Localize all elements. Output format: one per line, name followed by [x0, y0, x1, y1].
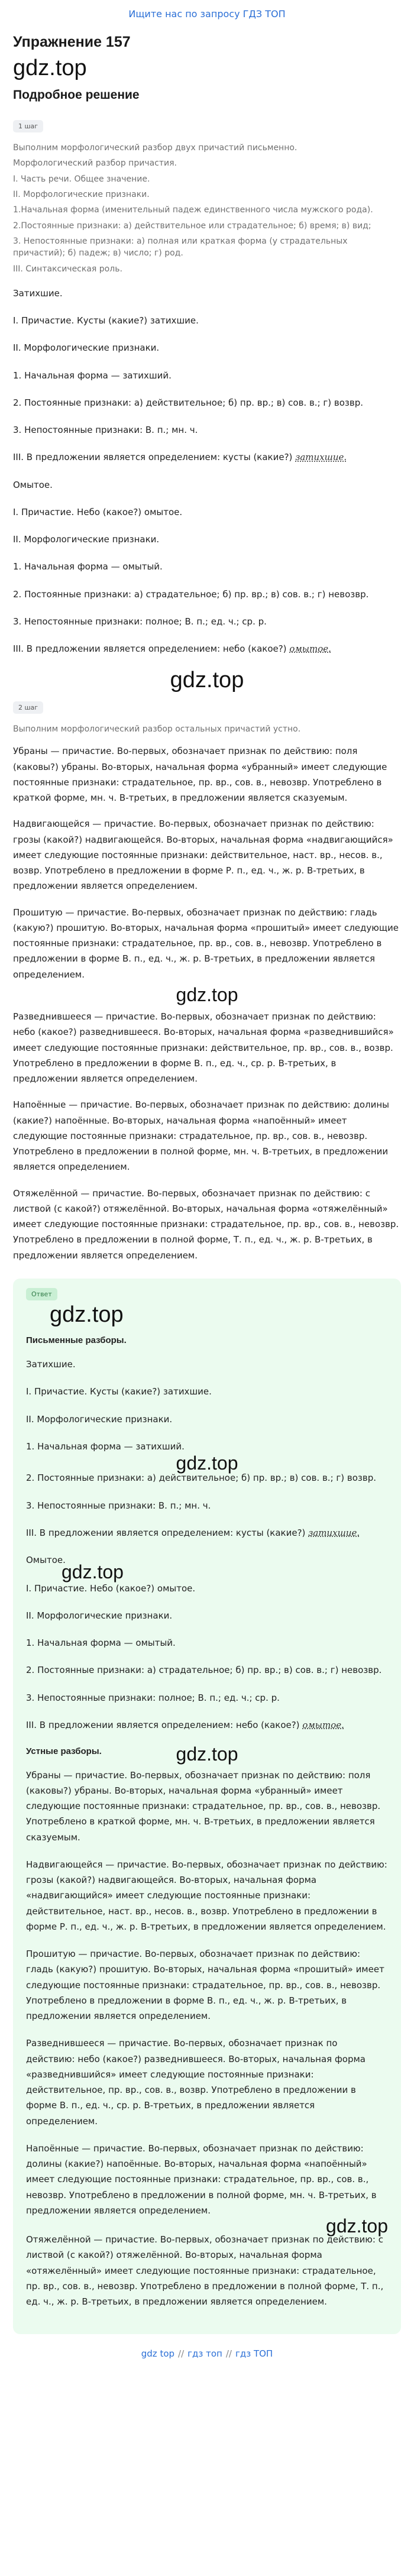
word-heading: Омытое.	[13, 479, 53, 490]
analysis-line: I. Причастие. Небо (какое?) омытое.	[13, 506, 183, 517]
underlined-word: затихшие.	[295, 452, 347, 463]
intro-line: III. Синтаксическая роль.	[13, 264, 122, 274]
written-heading: Письменные разборы.	[26, 1335, 127, 1345]
page-title: Упражнение 157	[13, 34, 131, 50]
intro-line: 3. Непостоянные признаки: а) полная или краткая форма (у страдательных причастий); б) падеж; в) число; г) род.	[13, 236, 348, 258]
analysis-line: II. Морфологические признаки.	[26, 1413, 173, 1425]
watermark: gdz.top	[50, 1302, 124, 1328]
analysis-line	[13, 641, 401, 656]
underlined-word: омытое.	[302, 1719, 344, 1730]
watermark: gdz.top	[176, 1743, 238, 1765]
analysis-line: 3. Непостоянные признаки: полное; В. п.; ед. ч.; ср. р.	[13, 616, 267, 627]
analysis-line: I. Причастие. Кусты (какие?) затихшие.	[26, 1386, 212, 1397]
answer-badge: Ответ	[26, 1288, 57, 1300]
intro-line: I. Часть речи. Общее значение.	[13, 174, 150, 184]
footer-separator: //	[225, 2348, 232, 2360]
footer-separator: //	[178, 2348, 185, 2360]
footer-link-1[interactable]: gdz top	[141, 2348, 175, 2360]
watermark: gdz.top	[170, 668, 244, 693]
watermark: gdz.top	[326, 2215, 388, 2237]
analysis-line: 3. Непостоянные признаки: полное; В. п.; ед. ч.; ср. р.	[26, 1692, 280, 1703]
oral-paragraph: Убраны — причастие. Во-первых, обозначает признак по действию: поля (каковы?) убраны. Во-вторых, начальная форма «убранный» имеет следующие постоянные признаки: страдательное, пр. вр., сов. в., невозвр. Употреблено в краткой форме, мн. ч. В-третьих, в предложении является сказуемым.	[26, 1769, 381, 1843]
analysis-line: I. Причастие. Небо (какое?) омытое.	[26, 1583, 196, 1594]
analysis-line: 1. Начальная форма — омытый.	[26, 1637, 176, 1649]
analysis-line	[26, 1525, 388, 1541]
oral-paragraph: Напоённые — причастие. Во-первых, обозначает признак по действию: долины (какие?) напоённые. Во-вторых, начальная форма «напоённый» имеет следующие постоянные признаки: страдательное, пр. вр., сов. в., невозвр. Употреблено в предложении в полной форме, мн. ч. В-третьих, в предложении является определением.	[13, 1099, 389, 1173]
step-badge-1: 1 шаг	[13, 120, 43, 132]
step2-intro	[13, 723, 401, 735]
section-subtitle: Подробное решение	[13, 88, 140, 102]
analysis-line: 2. Постоянные признаки: а) действительное; б) пр. вр.; в) сов. в.; г) возвр.	[26, 1473, 377, 1484]
analysis-line: 1. Начальная форма — затихший.	[26, 1441, 185, 1452]
oral-paragraph: Разведнившееся — причастие. Во-первых, обозначает признак по действию: небо (какое?) разведнившееся. Во-вторых, начальная форма «разведнившийся» имеет следующие постоянные признаки: действительное, пр. вр., сов. в., возвр. Употреблено в предложении в форме В. п., ед. ч., ср. р. В-третьих, в предложении является определением.	[13, 1011, 394, 1085]
analysis-line: II. Морфологические признаки.	[13, 534, 160, 545]
analysis-line: II. Морфологические признаки.	[26, 1610, 173, 1621]
intro-line: Морфологический разбор причастия.	[13, 158, 177, 169]
step2-analysis	[13, 743, 401, 1263]
top-search-link[interactable]: Ищите нас по запросу ГДЗ ТОП	[128, 8, 286, 20]
analysis-text: III. В предложении является определением: небо (какое?)	[13, 643, 290, 655]
word-heading: Затихшие.	[13, 287, 63, 299]
oral-paragraph: Прошитую — причастие. Во-первых, обозначает признак по действию: гладь (какую?) прошитую. Во-вторых, начальная форма «прошитый» имеет следующие постоянные признаки: страдательное, пр. вр., сов. в., невозвр. Употреблено в предложении в форме В. п., ед. ч., ж. р. В-третьих, в предложении является определением.	[13, 907, 399, 980]
oral-paragraph: Надвигающейся — причастие. Во-первых, обозначает признак по действию: грозы (какой?) надвигающейся. Во-вторых, начальная форма «надвигающийся» имеет следующие постоянные признаки: действительное, наст. вр., несов. в., возвр. Употреблено в предложении в форме Р. п., ед. ч., ж. р. В-третьих, в предложении является определением.	[26, 1859, 387, 1932]
oral-paragraph: Отяжелённой — причастие. Во-первых, обозначает признак по действию: с листвой (с какой?) отяжелённой. Во-вторых, начальная форма «отяжелённый» имеет следующие постоянные признаки: страдательное, пр. вр., сов. в., невозвр. Употреблено в предложении в полной форме, Т. п., ед. ч., ж. р. В-третьих, в предложении является определением.	[26, 2234, 384, 2308]
footer-link-3[interactable]: гдз ТОП	[235, 2348, 273, 2360]
word-heading: Омытое.	[26, 1555, 66, 1566]
analysis-line: 2. Постоянные признаки: а) страдательное; б) пр. вр.; в) сов. в.; г) невозвр.	[13, 588, 369, 600]
analysis-line: 1. Начальная форма — омытый.	[13, 561, 163, 572]
analysis-line	[26, 1717, 388, 1733]
footer-links	[13, 2347, 401, 2361]
intro-line: 2.Постоянные признаки: а) действительное или страдательное; б) время; в) вид;	[13, 221, 371, 231]
oral-paragraph: Надвигающейся — причастие. Во-первых, обозначает признак по действию: грозы (какой?) надвигающейся. Во-вторых, начальная форма «надвигающийся» имеет следующие постоянные признаки: действительное, наст. вр., несов. в., возвр. Употреблено в предложении в форме Р. п., ед. ч., ж. р. В-третьих, в предложении является определением.	[13, 818, 393, 892]
underlined-word: омытое.	[289, 643, 331, 655]
intro-line: II. Морфологические признаки.	[13, 190, 150, 200]
intro-line: Выполним морфологический разбор остальных причастий устно.	[13, 724, 301, 734]
analysis-line: II. Морфологические признаки.	[13, 342, 160, 354]
step1-intro	[13, 142, 401, 275]
word-heading: Затихшие.	[26, 1359, 76, 1370]
oral-heading: Устные разборы.	[26, 1746, 102, 1757]
watermark: gdz.top	[176, 983, 238, 1005]
watermark: gdz.top	[176, 1452, 238, 1474]
analysis-text: III. В предложении является определением: небо (какое?)	[26, 1719, 303, 1730]
analysis-line: 3. Непостоянные признаки: В. п.; мн. ч.	[13, 425, 198, 436]
analysis-line	[13, 449, 401, 465]
step-badge-2: 2 шаг	[13, 701, 43, 714]
oral-paragraph: Убраны — причастие. Во-первых, обозначает признак по действию: поля (каковы?) убраны. Во-вторых, начальная форма «убранный» имеет следующие постоянные признаки: страдательное, пр. вр., сов. в., невозвр. Употреблено в краткой форме, мн. ч. В-третьих, в предложении является сказуемым.	[13, 746, 387, 804]
oral-paragraph: Отяжелённой — причастие. Во-первых, обозначает признак по действию: с листвой (с какой?) отяжелённой. Во-вторых, начальная форма «отяжелённый» имеет следующие постоянные признаки: страдательное, пр. вр., сов. в., невозвр. Употреблено в предложении в полной форме, Т. п., ед. ч., ж. р. В-третьих, в предложении является определением.	[13, 1187, 399, 1261]
watermark: gdz.top	[62, 1561, 124, 1583]
watermark: gdz.top	[13, 55, 87, 80]
analysis-line: 1. Начальная форма — затихший.	[13, 370, 172, 381]
analysis-line: 2. Постоянные признаки: а) действительное; б) пр. вр.; в) сов. в.; г) возвр.	[13, 397, 364, 408]
oral-paragraph: Напоённые — причастие. Во-первых, обозначает признак по действию: долины (какие?) напоённые. Во-вторых, начальная форма «напоённый» имеет следующие постоянные признаки: страдательное, пр. вр., сов. в., невозвр. Употреблено в предложении в полной форме, мн. ч. В-третьих, в предложении является определением.	[26, 2143, 377, 2216]
top-banner	[0, 0, 414, 28]
intro-line: Выполним морфологический разбор двух причастий письменно.	[13, 143, 297, 153]
analysis-text: III. В предложении является определением: кусты (какие?)	[13, 452, 296, 463]
intro-line: 1.Начальная форма (именительный падеж единственного числа мужского рода).	[13, 205, 373, 215]
underlined-word: затихшие.	[308, 1527, 360, 1538]
oral-paragraph: Разведнившееся — причастие. Во-первых, обозначает признак по действию: небо (какое?) разведнившееся. Во-вторых, начальная форма «разведнившийся» имеет следующие постоянные признаки: действительное, пр. вр., сов. в., возвр. Употреблено в предложении в форме В. п., ед. ч., ср. р. В-третьих, в предложении является определением.	[26, 2038, 366, 2127]
footer-link-2[interactable]: гдз топ	[187, 2348, 222, 2360]
analysis-line: I. Причастие. Кусты (какие?) затихшие.	[13, 315, 199, 326]
analysis-line: 3. Непостоянные признаки: В. п.; мн. ч.	[26, 1500, 211, 1511]
analysis-text: III. В предложении является определением: кусты (какие?)	[26, 1527, 309, 1538]
step1-analysis	[13, 286, 401, 657]
answer-block	[13, 1279, 401, 2335]
oral-paragraph: Прошитую — причастие. Во-первых, обозначает признак по действию: гладь (какую?) прошитую. Во-вторых, начальная форма «прошитый» имеет следующие постоянные признаки: страдательное, пр. вр., сов. в., невозвр. Употреблено в предложении в форме В. п., ед. ч., ж. р. В-третьих, в предложении является определением.	[26, 1949, 384, 2021]
analysis-line: 2. Постоянные признаки: а) страдательное; б) пр. вр.; в) сов. в.; г) невозвр.	[26, 1665, 382, 1676]
